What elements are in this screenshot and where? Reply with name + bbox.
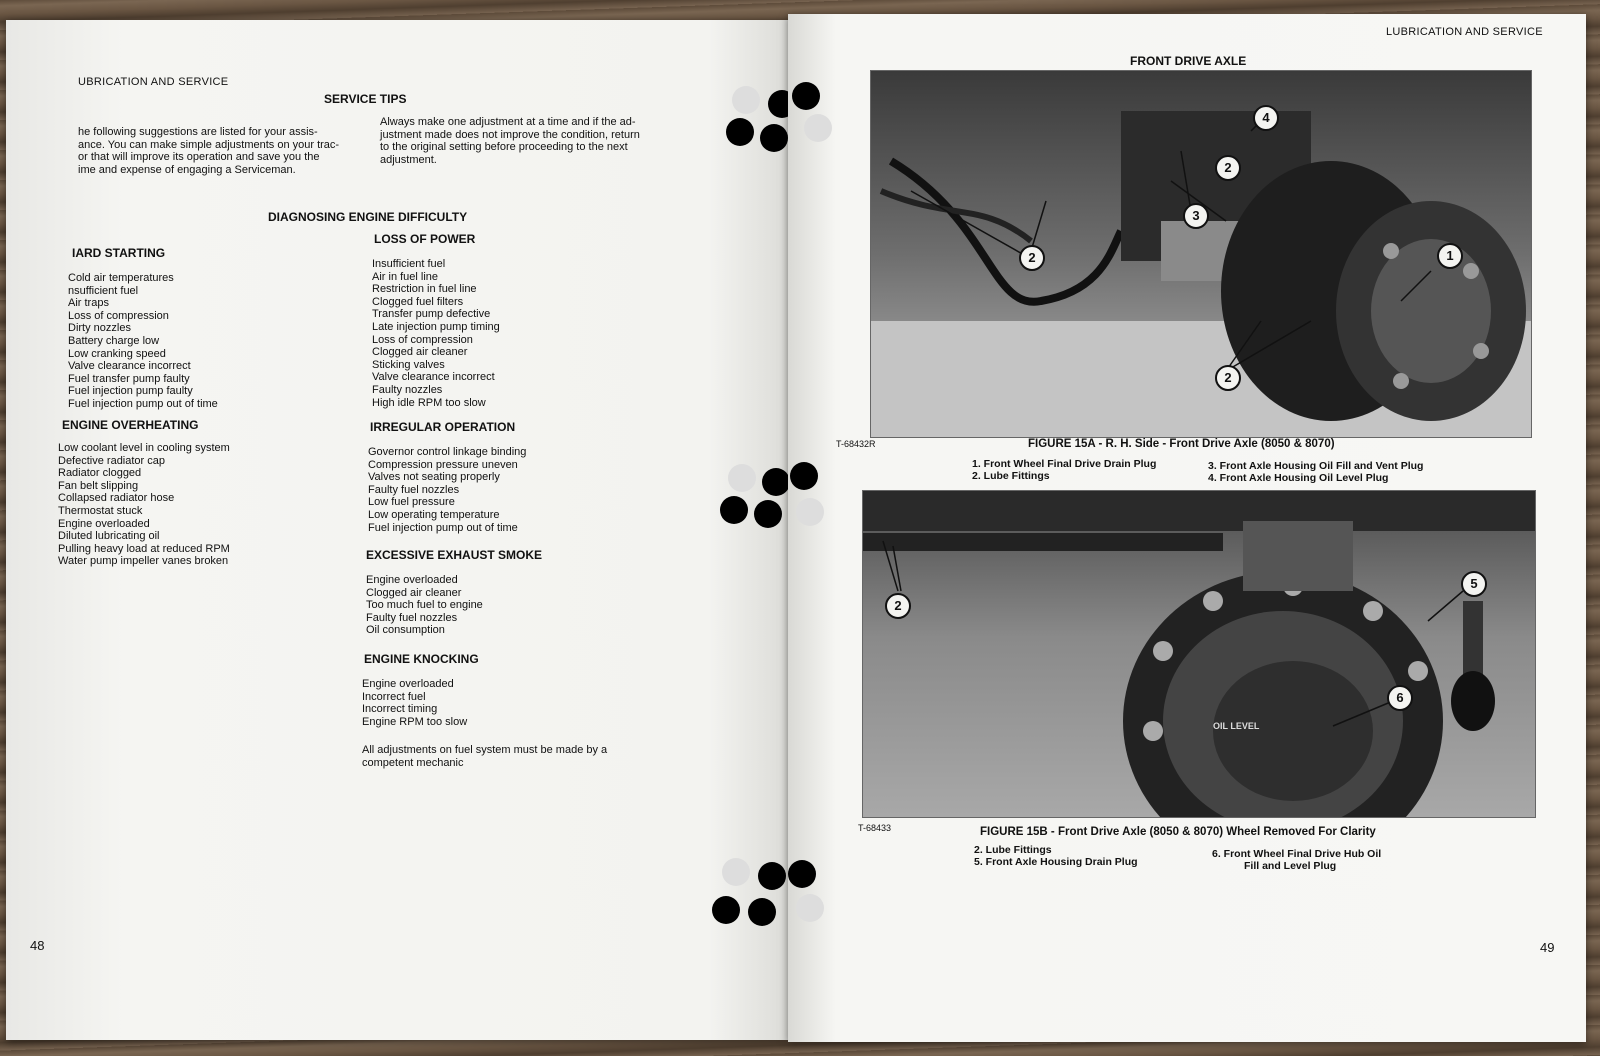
callout-1: 1 (1437, 243, 1463, 269)
irregular-operation-list (368, 446, 526, 534)
list-item: Compression pressure uneven (368, 458, 518, 471)
figure-15b-photo (862, 490, 1536, 818)
figure-15a-legend-col1 (972, 458, 1156, 482)
list-item: Faulty nozzles (372, 383, 443, 396)
list-item: Low fuel pressure (368, 496, 455, 509)
intro-line: or that will improve its operation and save you the (78, 151, 320, 164)
running-header-right: LUBRICATION AND SERVICE (1386, 26, 1543, 38)
front-drive-axle-title: FRONT DRIVE AXLE (1130, 54, 1247, 68)
engine-knocking-title: ENGINE KNOCKING (364, 652, 479, 666)
binding-hole (732, 86, 760, 114)
list-item: Fuel transfer pump faulty (68, 372, 190, 385)
list-item: Incorrect fuel (362, 690, 426, 703)
service-tips-note (380, 116, 640, 166)
callout-5: 5 (1461, 571, 1487, 597)
callout-2: 2 (885, 593, 911, 619)
binding-hole (760, 124, 788, 152)
list-item: Valve clearance incorrect (372, 371, 495, 384)
list-item: Fuel injection pump faulty (68, 385, 193, 398)
note-line: All adjustments on fuel system must be made by a (362, 744, 608, 756)
binding-hole (790, 462, 818, 490)
binding-hole (796, 498, 824, 526)
list-item: Loss of compression (372, 333, 473, 346)
service-tips-title: SERVICE TIPS (324, 92, 407, 106)
intro-line: he following suggestions are listed for your assis- (78, 126, 318, 138)
figure-15b-legend-col2 (1212, 848, 1381, 872)
engine-overheating-list (58, 442, 230, 568)
list-item: Clogged air cleaner (372, 346, 468, 359)
binding-hole (726, 118, 754, 146)
figure-15b-caption: FIGURE 15B - Front Drive Axle (8050 & 8070) Wheel Removed For Clarity (980, 826, 1376, 838)
binding-hole (728, 464, 756, 492)
list-item: Incorrect timing (362, 703, 438, 716)
page-number-left: 48 (30, 938, 45, 953)
axle-photo-illustration (871, 71, 1531, 437)
oil-level-marking: OIL LEVEL (1213, 721, 1260, 731)
list-item: Fuel injection pump out of time (368, 521, 518, 534)
legend-item: 2. Lube Fittings (972, 470, 1050, 482)
legend-item: 3. Front Axle Housing Oil Fill and Vent Plug (1208, 460, 1424, 472)
binding-hole (758, 862, 786, 890)
list-item: Low cranking speed (68, 347, 166, 360)
list-item: Loss of compression (68, 309, 169, 322)
legend-item: 4. Front Axle Housing Oil Level Plug (1208, 472, 1389, 484)
figure-15b-ref: T-68433 (858, 823, 892, 833)
list-item: Late injection pump timing (372, 320, 500, 333)
legend-item: 5. Front Axle Housing Drain Plug (974, 856, 1138, 868)
note-line: justment made does not improve the condition, return (380, 128, 640, 141)
right-page (788, 14, 1586, 1042)
list-item: Valve clearance incorrect (68, 360, 191, 373)
list-item: Pulling heavy load at reduced RPM (58, 542, 230, 555)
intro-line: ance. You can make simple adjustments on your trac- (78, 138, 340, 151)
figure-15a-photo (870, 70, 1532, 438)
list-item: Thermostat stuck (58, 504, 143, 517)
list-item: Clogged air cleaner (366, 586, 462, 599)
binding-hole (712, 896, 740, 924)
list-item: Air traps (68, 297, 109, 310)
list-item: Restriction in fuel line (372, 283, 477, 296)
list-item: Engine RPM too slow (362, 715, 468, 728)
legend-item: 2. Lube Fittings (974, 844, 1052, 856)
intro-line: ime and expense of engaging a Serviceman. (78, 163, 296, 176)
list-item: Water pump impeller vanes broken (58, 555, 229, 568)
hard-starting-title: IARD STARTING (72, 246, 166, 260)
hard-starting-list (68, 272, 218, 411)
list-item: Fuel injection pump out of time (68, 397, 218, 410)
engine-knocking-list (362, 678, 467, 728)
list-item: Cold air temperatures (68, 272, 174, 284)
figure-15b-legend-col1 (974, 844, 1138, 868)
running-header-left: UBRICATION AND SERVICE (78, 76, 229, 88)
list-item: Low coolant level in cooling system (58, 442, 230, 454)
legend-item: 1. Front Wheel Final Drive Drain Plug (972, 458, 1157, 470)
callout-2: 2 (1019, 245, 1045, 271)
binding-hole (804, 114, 832, 142)
callout-6: 6 (1387, 685, 1413, 711)
list-item: Valves not seating properly (368, 471, 500, 484)
callout-3: 3 (1183, 203, 1209, 229)
list-item: Radiator clogged (58, 467, 142, 480)
callout-4: 4 (1253, 105, 1279, 131)
list-item: Governor control linkage binding (368, 446, 527, 458)
binding-hole (748, 898, 776, 926)
left-page (6, 20, 788, 1040)
list-item: Battery charge low (68, 334, 160, 347)
loss-of-power-list (372, 258, 500, 409)
list-item: Faulty fuel nozzles (368, 483, 460, 496)
binding-hole (720, 496, 748, 524)
figure-15a-legend-col2 (1208, 460, 1423, 484)
list-item: Oil consumption (366, 624, 445, 637)
list-item: Dirty nozzles (68, 322, 131, 335)
fuel-system-note (362, 744, 607, 769)
list-item: Sticking valves (372, 358, 445, 371)
figure-15a-caption: FIGURE 15A - R. H. Side - Front Drive Axle (8050 & 8070) (1028, 438, 1335, 450)
callout-2: 2 (1215, 365, 1241, 391)
note-line: adjustment. (380, 153, 437, 166)
binding-hole (796, 894, 824, 922)
binding-hole (722, 858, 750, 886)
list-item: Defective radiator cap (58, 454, 165, 467)
note-line: competent mechanic (362, 756, 464, 769)
binding-hole (754, 500, 782, 528)
page-number-right: 49 (1540, 940, 1555, 955)
engine-overheating-title: ENGINE OVERHEATING (62, 418, 199, 432)
note-line: Always make one adjustment at a time and if the ad- (380, 116, 636, 128)
list-item: Transfer pump defective (372, 308, 491, 321)
list-item: Clogged fuel filters (372, 295, 464, 308)
hub-photo-illustration (863, 491, 1535, 817)
list-item: Air in fuel line (372, 270, 439, 283)
list-item: Engine overloaded (366, 574, 458, 586)
exhaust-smoke-title: EXCESSIVE EXHAUST SMOKE (366, 548, 543, 562)
list-item: High idle RPM too slow (372, 396, 486, 409)
list-item: Diluted lubricating oil (58, 530, 160, 543)
irregular-operation-title: IRREGULAR OPERATION (370, 420, 516, 434)
exhaust-smoke-list (366, 574, 483, 637)
loss-of-power-title: LOSS OF POWER (374, 232, 476, 246)
list-item: Too much fuel to engine (366, 599, 483, 612)
list-item: Fan belt slipping (58, 479, 139, 492)
note-line: to the original setting before proceeding to the next (380, 141, 628, 154)
figure-15a-ref: T-68432R (836, 439, 876, 449)
list-item: Engine overloaded (362, 678, 454, 690)
diagnosing-title: DIAGNOSING ENGINE DIFFICULTY (268, 210, 468, 224)
list-item: Low operating temperature (368, 508, 500, 521)
binding-hole (792, 82, 820, 110)
callout-2: 2 (1215, 155, 1241, 181)
legend-item: Fill and Level Plug (1244, 860, 1337, 872)
binding-hole (762, 468, 790, 496)
legend-item: 6. Front Wheel Final Drive Hub Oil (1212, 848, 1382, 860)
list-item: Collapsed radiator hose (58, 492, 175, 505)
service-tips-intro (78, 126, 339, 176)
list-item: Engine overloaded (58, 517, 150, 530)
list-item: nsufficient fuel (68, 284, 139, 297)
binding-hole (788, 860, 816, 888)
list-item: Insufficient fuel (372, 258, 446, 270)
list-item: Faulty fuel nozzles (366, 611, 458, 624)
